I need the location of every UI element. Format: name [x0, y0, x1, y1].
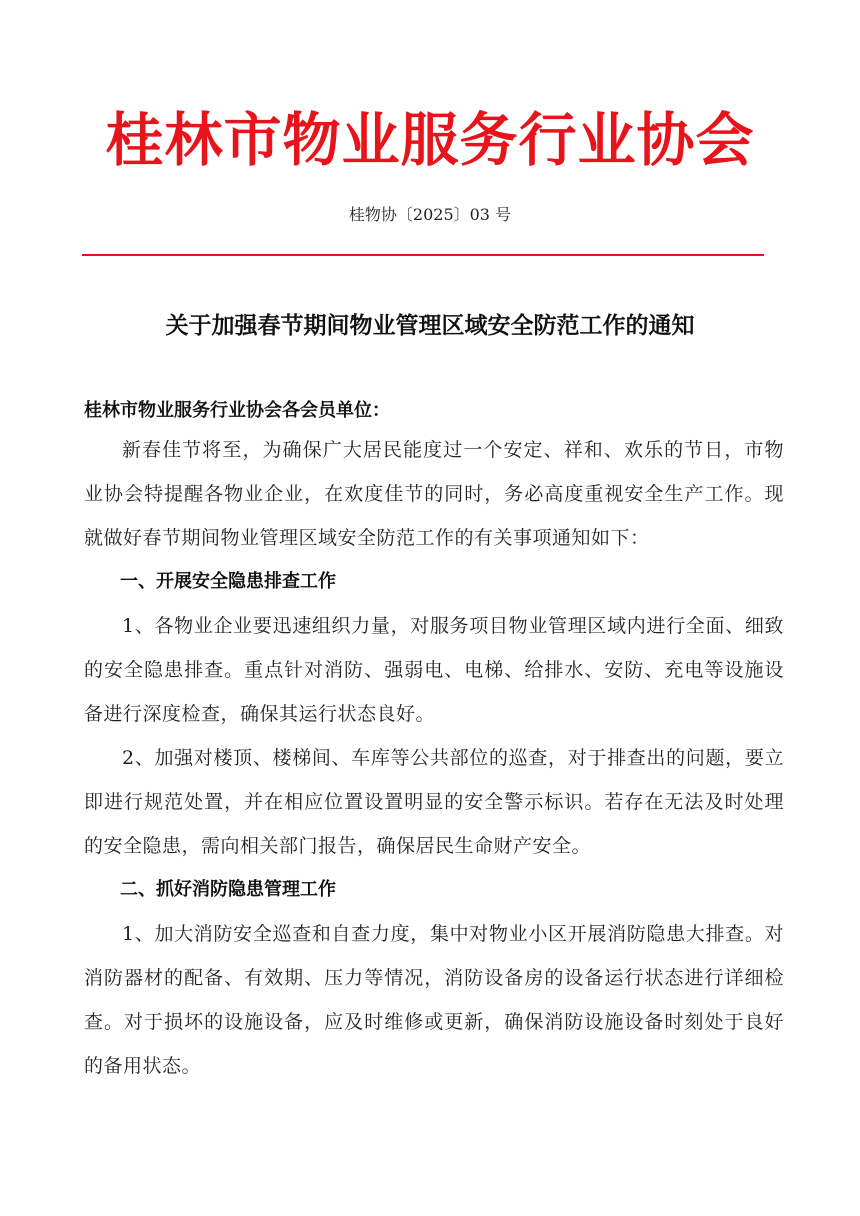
intro-paragraph: 新春佳节将至，为确保广大居民能度过一个安定、祥和、欢乐的节日，市物业协会特提醒各物业企业，在欢度佳节的同时，务必高度重视安全生产工作。现就做好春节期间物业管理区域安全防范工作的有关事项通知如下： [84, 439, 784, 549]
notice-body [84, 394, 784, 1088]
organization-title: 桂林市物业服务行业协会 [105, 106, 755, 174]
salutation: 桂林市物业服务行业协会各会员单位： [84, 400, 390, 421]
section-2-paragraph-1: 1、加大消防安全巡查和自查力度，集中对物业小区开展消防隐患大排查。对消防器材的配备、有效期、压力等情况，消防设备房的设备运行状态进行详细检查。对于损坏的设施设备，应及时维修或更新，确保消防设施设备时刻处于良好的备用状态。 [84, 923, 784, 1077]
section-heading-1: 一、开展安全隐患排查工作 [120, 571, 336, 592]
section-1-paragraph-2: 2、加强对楼顶、楼梯间、车库等公共部位的巡查，对于排查出的问题，要立即进行规范处置，并在相应位置设置明显的安全警示标识。若存在无法及时处理的安全隐患，需向相关部门报告，确保居民生命财产安全。 [84, 747, 784, 857]
red-divider-line [82, 254, 764, 256]
document-number: 桂物协〔2025〕03 号 [348, 205, 512, 224]
section-heading-2: 二、抓好消防隐患管理工作 [120, 879, 336, 900]
notice-title: 关于加强春节期间物业管理区域安全防范工作的通知 [165, 313, 695, 339]
section-1-paragraph-1: 1、各物业企业要迅速组织力量，对服务项目物业管理区域内进行全面、细致的安全隐患排查。重点针对消防、强弱电、电梯、给排水、安防、充电等设施设备进行深度检查，确保其运行状态良好。 [84, 615, 784, 725]
